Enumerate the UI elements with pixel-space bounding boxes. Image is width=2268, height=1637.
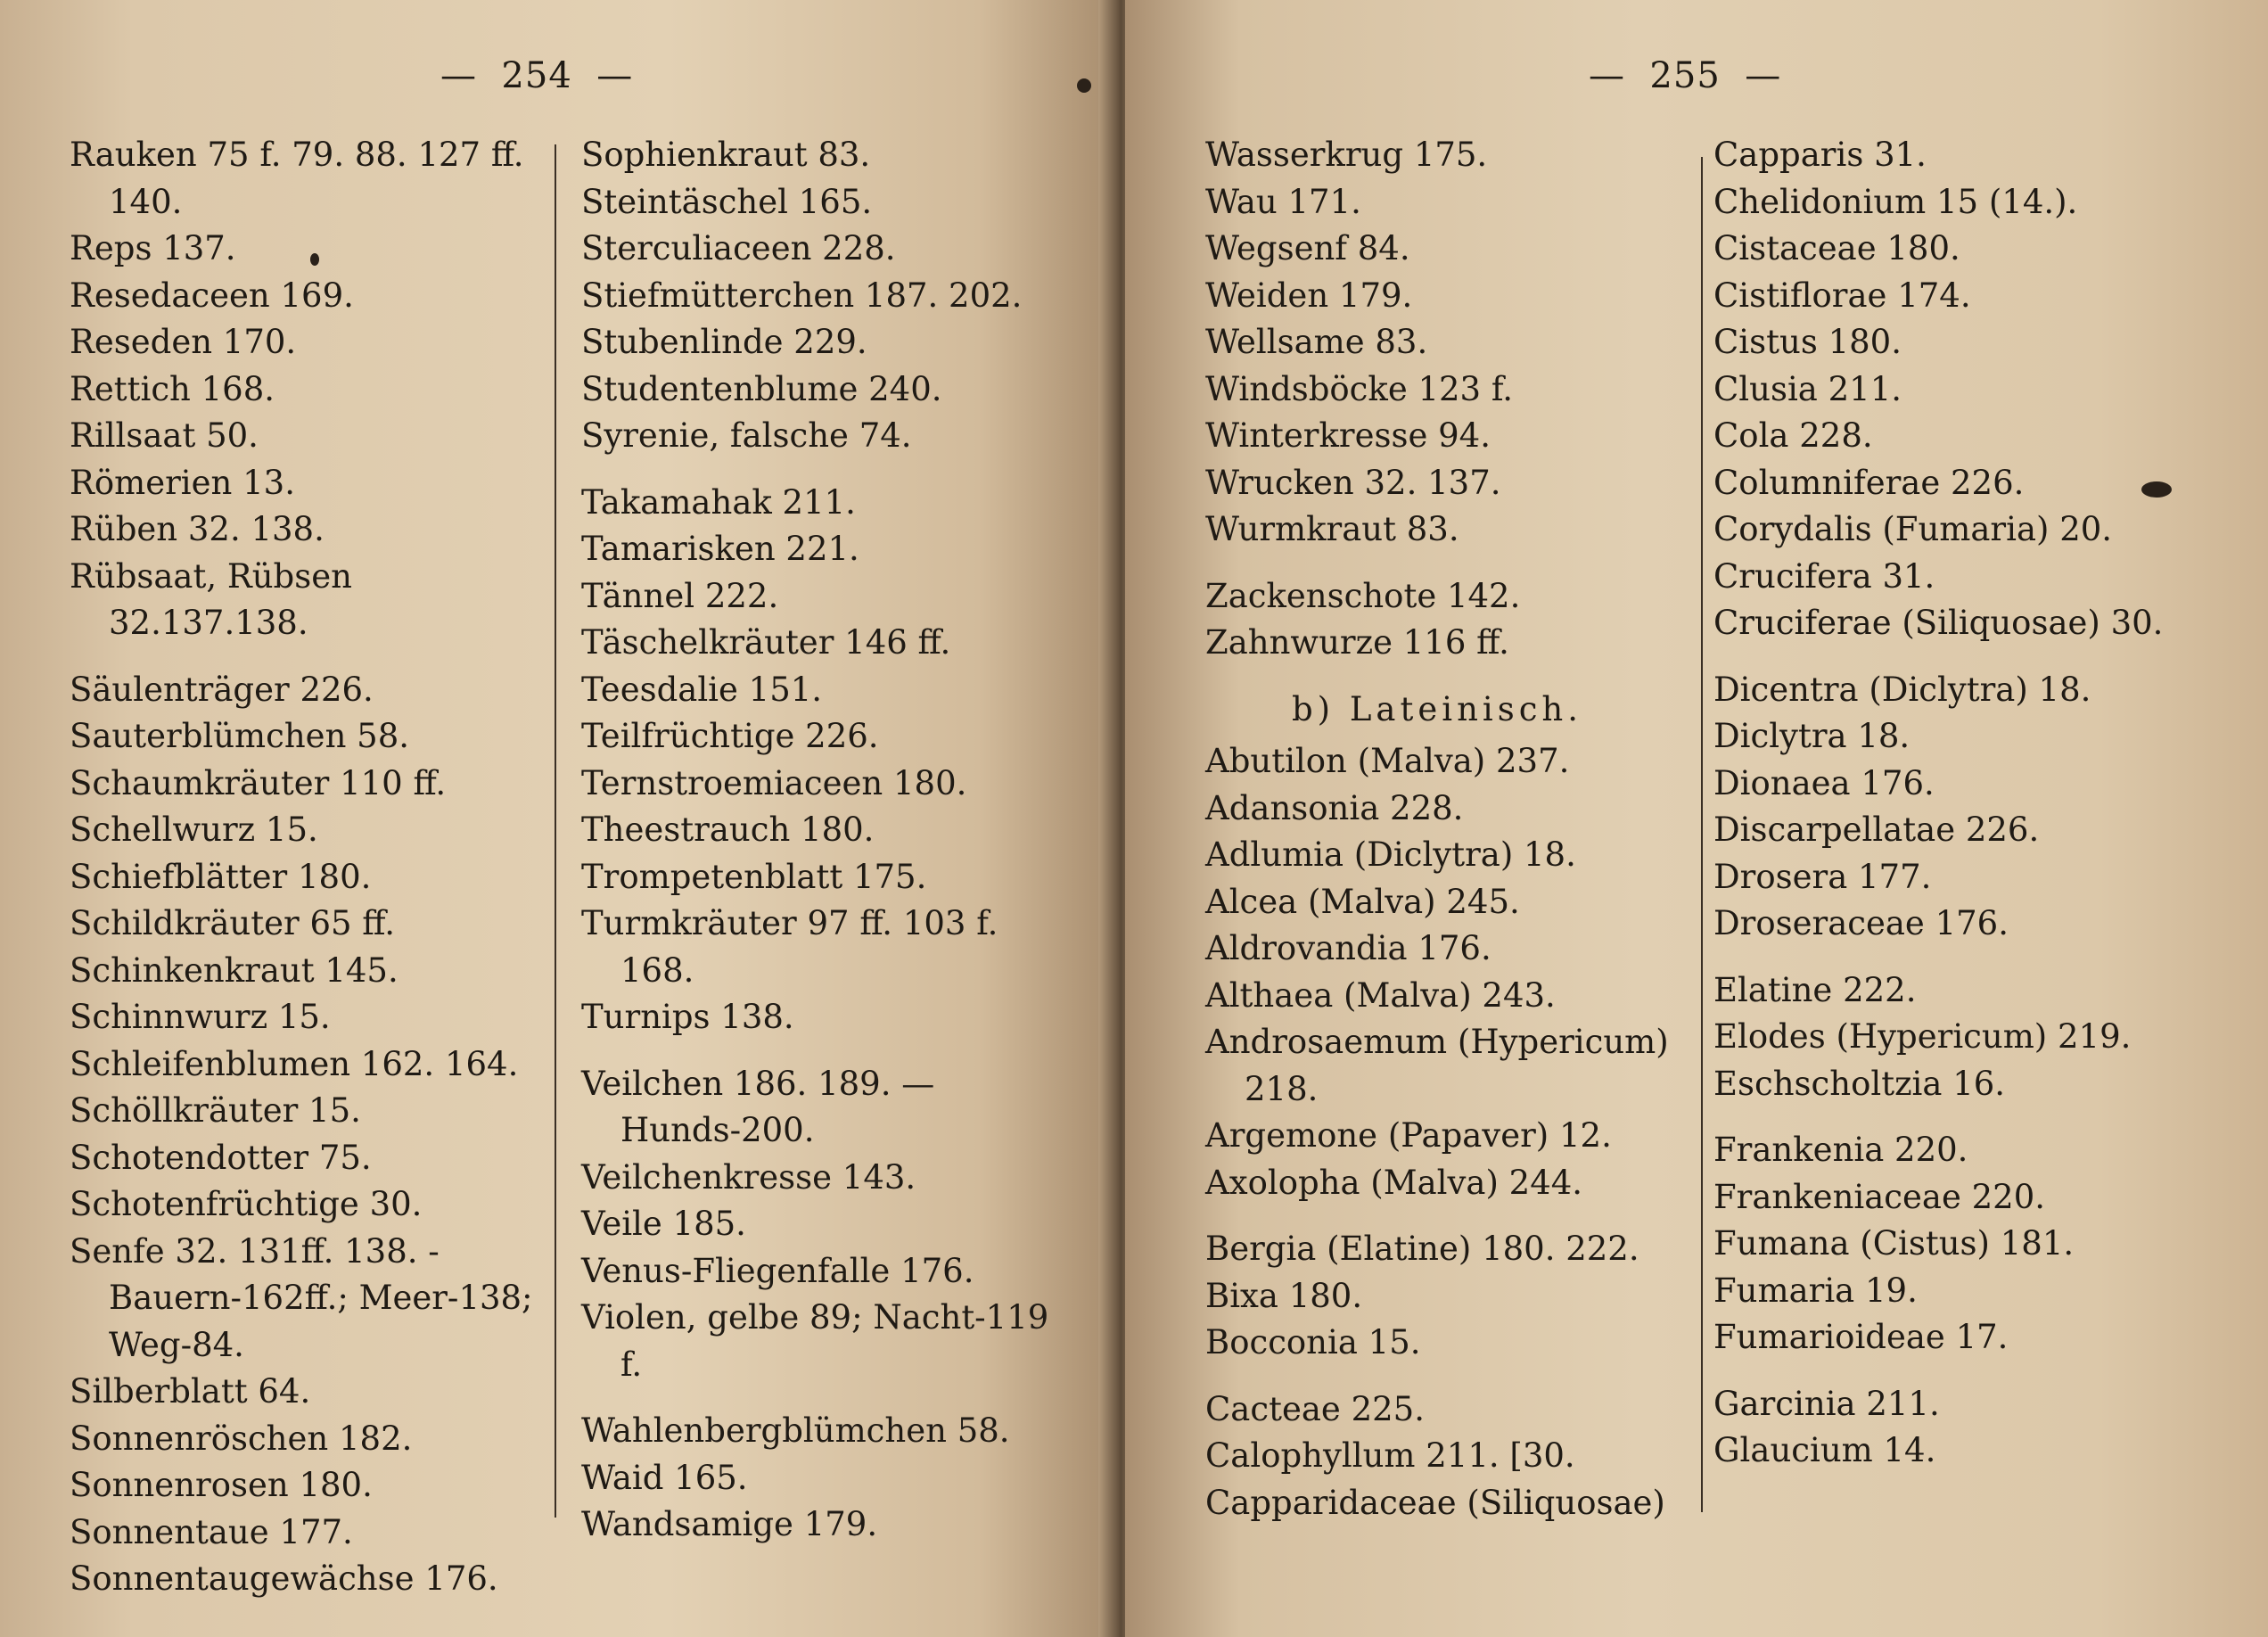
index-entry: Stiefmütterchen 187. 202. xyxy=(581,276,1023,315)
index-column-left-1 xyxy=(70,132,533,1603)
index-entry: Cruciferae (Siliquosae) 30. xyxy=(1713,604,2164,642)
index-entry: Schotendotter 75. xyxy=(70,1138,372,1177)
column-divider-left xyxy=(555,144,556,1518)
index-entry: Schöllkräuter 15. xyxy=(70,1091,361,1130)
index-entry: Sauterblümchen 58. xyxy=(70,717,410,755)
index-entry: Rillsaat 50. xyxy=(70,416,259,455)
index-entry: Bergia (Elatine) 180. 222. xyxy=(1205,1230,1639,1268)
index-entry: Cistaceae 180. xyxy=(1713,229,1960,267)
right-page xyxy=(1125,0,2268,1637)
index-entry: Fumana (Cistus) 181. xyxy=(1713,1224,2075,1263)
index-entry: Diclytra 18. xyxy=(1713,717,1911,755)
index-entry: Eschscholtzia 16. xyxy=(1713,1064,2006,1103)
index-entry: Wasserkrug 175. xyxy=(1205,136,1488,174)
index-entry: Studentenblume 240. xyxy=(581,369,942,408)
index-entry: Teilfrüchtige 226. xyxy=(581,717,879,755)
index-column-right-2 xyxy=(1713,132,2213,1475)
index-entry: Cola 228. xyxy=(1713,416,1873,455)
index-entry: Winterkresse 94. xyxy=(1205,416,1491,455)
index-entry: Veile 185. xyxy=(581,1205,746,1243)
index-entry: Turmkräuter 97 ff. 103 f. 168. xyxy=(581,904,998,990)
index-entry: Waid 165. xyxy=(581,1458,748,1497)
index-entry: Rettich 168. xyxy=(70,369,275,408)
index-entry: Clusia 211. xyxy=(1713,369,1902,408)
index-entry: Cistus 180. xyxy=(1713,323,1902,361)
index-entry: Schinkenkraut 145. xyxy=(70,950,399,990)
index-entry: Althaea (Malva) 243. xyxy=(1205,975,1556,1015)
index-entry: Dicentra (Diclytra) 18. xyxy=(1713,670,2091,709)
section-heading: b) Lateinisch. xyxy=(1291,689,1583,728)
index-entry: Crucifera 31. xyxy=(1713,556,1935,596)
index-entry: Sonnenröschen 182. xyxy=(70,1419,413,1458)
index-entry: Rauken 75 f. 79. 88. 127 ff. 140. xyxy=(70,136,524,221)
ink-speck xyxy=(2141,481,2172,498)
index-entry: Täschelkräuter 146 ff. xyxy=(581,623,951,662)
index-entry: Chelidonium 15 (14.). xyxy=(1713,182,2078,221)
index-entry: Abutilon (Malva) 237. xyxy=(1205,742,1570,780)
index-entry: Schaumkräuter 110 ff. xyxy=(70,763,447,802)
index-entry: Corydalis (Fumaria) 20. xyxy=(1713,510,2113,548)
index-entry: Windsböcke 123 f. xyxy=(1205,369,1513,408)
index-entry: Trompetenblatt 175. xyxy=(581,857,927,896)
index-entry: Venus-Fliegenfalle 176. xyxy=(581,1251,974,1290)
index-entry: Veilchenkresse 143. xyxy=(581,1157,916,1197)
page-number-left: — 254 — xyxy=(440,55,634,96)
index-entry: Alcea (Malva) 245. xyxy=(1205,882,1520,921)
index-entry: Veilchen 186. 189. — Hunds-200. xyxy=(581,1064,935,1149)
index-entry: Violen, gelbe 89; Nacht-119 f. xyxy=(581,1298,1049,1384)
index-entry: Wrucken 32. 137. xyxy=(1205,463,1501,502)
index-entry: Garcinia 211. xyxy=(1713,1384,1940,1423)
index-entry: Zahnwurze 116 ff. xyxy=(1205,623,1509,662)
index-entry: Steintäschel 165. xyxy=(581,182,873,221)
index-entry: Tamarisken 221. xyxy=(581,530,859,568)
index-column-left-2 xyxy=(581,132,1063,1549)
index-entry: Sterculiaceen 228. xyxy=(581,229,896,267)
index-entry: Wau 171. xyxy=(1205,182,1361,221)
index-entry: Fumaria 19. xyxy=(1713,1271,1918,1310)
index-entry: Sonnentaugewächse 176. xyxy=(70,1559,498,1598)
index-entry: Frankeniaceae 220. xyxy=(1713,1177,2046,1216)
index-entry: Zackenschote 142. xyxy=(1205,576,1521,615)
index-entry: Weiden 179. xyxy=(1205,276,1413,315)
index-entry: Androsaemum (Hypericum) 218. xyxy=(1205,1023,1669,1108)
page-number-right: — 255 — xyxy=(1589,55,1782,96)
index-entry: Adansonia 228. xyxy=(1205,788,1464,827)
index-entry: Theestrauch 180. xyxy=(581,810,875,849)
index-entry: Sophienkraut 83. xyxy=(581,136,871,174)
index-entry: Columniferae 226. xyxy=(1713,463,2025,502)
index-entry: Schleifenblumen 162. 164. xyxy=(70,1044,519,1083)
index-entry: Bixa 180. xyxy=(1205,1276,1363,1315)
index-entry: Bocconia 15. xyxy=(1205,1323,1421,1361)
index-entry: Schellwurz 15. xyxy=(70,810,318,849)
index-entry: Droseraceae 176. xyxy=(1713,904,2009,942)
index-entry: Calophyllum 211. [30. xyxy=(1205,1436,1575,1475)
index-entry: Cacteae 225. xyxy=(1205,1389,1425,1428)
index-entry: Stubenlinde 229. xyxy=(581,323,867,361)
ink-speck xyxy=(1077,78,1091,93)
index-entry: Turnips 138. xyxy=(581,998,794,1036)
index-entry: Resedaceen 169. xyxy=(70,276,354,315)
index-entry: Schinnwurz 15. xyxy=(70,998,331,1036)
index-entry: Wurmkraut 83. xyxy=(1205,510,1459,548)
index-entry: Fumarioideae 17. xyxy=(1713,1318,2009,1356)
index-entry: Wegsenf 84. xyxy=(1205,229,1410,267)
index-entry: Säulenträger 226. xyxy=(70,670,374,709)
index-entry: Schiefblätter 180. xyxy=(70,857,372,896)
index-entry: Sonnenrosen 180. xyxy=(70,1466,373,1504)
index-entry: Schotenfrüchtige 30. xyxy=(70,1185,423,1223)
index-entry: Schildkräuter 65 ff. xyxy=(70,904,396,942)
index-entry: Drosera 177. xyxy=(1713,857,1932,896)
index-entry: Discarpellatae 226. xyxy=(1713,810,2040,849)
index-entry: Teesdalie 151. xyxy=(581,670,823,709)
index-entry: Aldrovandia 176. xyxy=(1205,929,1491,967)
index-entry: Capparidaceae (Siliquosae) xyxy=(1205,1483,1665,1522)
index-entry: Elatine 222. xyxy=(1713,970,1917,1009)
index-entry: Glaucium 14. xyxy=(1713,1431,1936,1469)
index-entry: Axolopha (Malva) 244. xyxy=(1205,1163,1583,1202)
index-entry: Dionaea 176. xyxy=(1713,763,1935,802)
ink-speck xyxy=(310,253,319,266)
index-entry: Argemone (Papaver) 12. xyxy=(1205,1116,1612,1155)
index-entry: Senfe 32. 131ff. 138. - Bauern-162ff.; Meer-138; Weg-84. xyxy=(70,1231,533,1364)
index-entry: Römerien 13. xyxy=(70,463,295,502)
index-entry: Takamahak 211. xyxy=(581,482,856,522)
index-entry: Frankenia 220. xyxy=(1713,1131,1968,1169)
index-entry: Tännel 222. xyxy=(581,576,779,615)
index-entry: Cistiflorae 174. xyxy=(1713,276,1971,315)
index-entry: Wahlenbergblümchen 58. xyxy=(581,1411,1010,1450)
index-column-right-1 xyxy=(1205,132,1669,1526)
index-entry: Wandsamige 179. xyxy=(581,1505,878,1543)
index-entry: Elodes (Hypericum) 219. xyxy=(1713,1017,2132,1056)
index-entry: Rüben 32. 138. xyxy=(70,510,325,548)
index-entry: Capparis 31. xyxy=(1713,136,1927,174)
index-entry: Ternstroemiaceen 180. xyxy=(581,763,967,802)
index-entry: Silberblatt 64. xyxy=(70,1372,311,1411)
index-entry: Sonnentaue 177. xyxy=(70,1512,353,1551)
index-entry: Syrenie, falsche 74. xyxy=(581,416,912,455)
column-divider-right xyxy=(1701,157,1703,1512)
index-entry: Adlumia (Diclytra) 18. xyxy=(1205,835,1576,874)
index-entry: Rübsaat, Rübsen 32.137.138. xyxy=(70,556,352,642)
index-entry: Wellsame 83. xyxy=(1205,323,1428,361)
left-page xyxy=(0,0,1113,1637)
index-entry: Reseden 170. xyxy=(70,323,297,361)
index-entry: Reps 137. xyxy=(70,229,236,267)
